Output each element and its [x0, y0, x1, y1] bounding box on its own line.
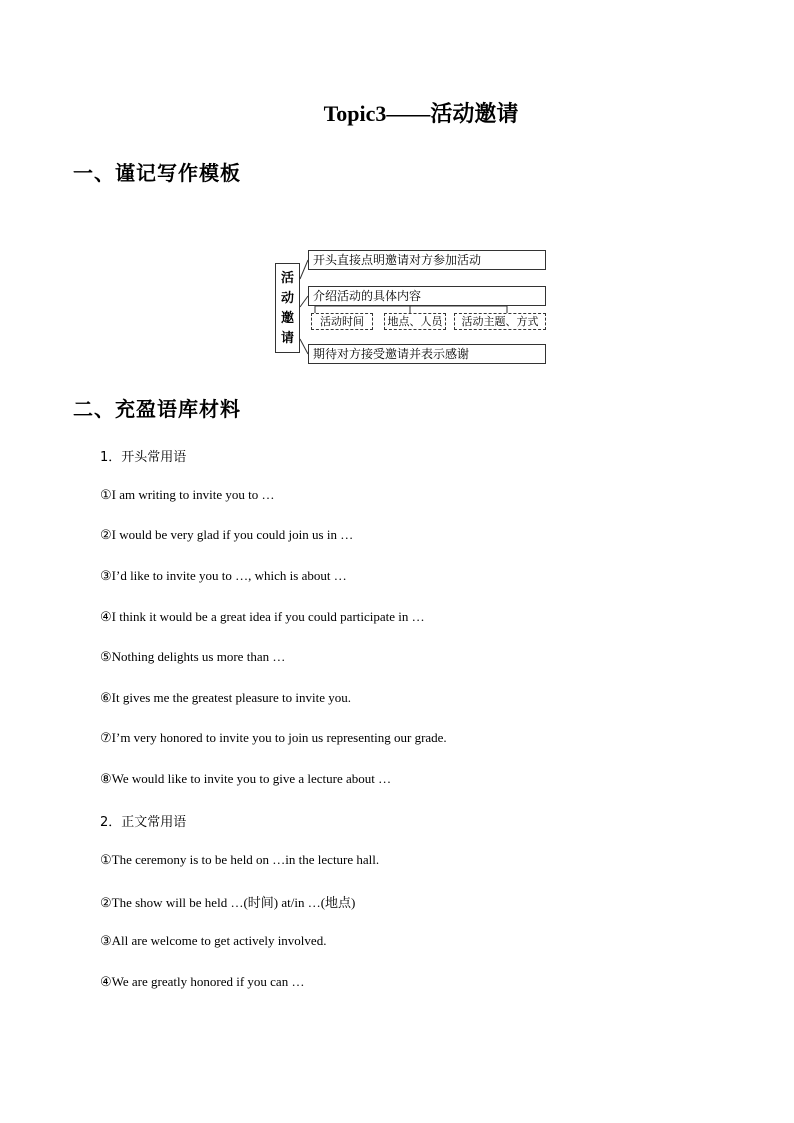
- list-item: ④I think it would be a great idea if you could participate in …: [100, 609, 425, 624]
- list-item: ⑧We would like to invite you to give a lecture about …: [100, 771, 392, 786]
- template-diagram: [275, 249, 550, 367]
- root-char: 邀: [280, 311, 294, 326]
- page-title: Topic3——活动邀请: [323, 101, 519, 126]
- list-item: ③All are welcome to get actively involved.: [100, 933, 327, 948]
- section-heading-materials: 二、充盈语库材料: [73, 397, 241, 421]
- subsection-body-label: 2．正文常用语: [100, 815, 187, 830]
- section-heading-template: 一、谨记写作模板: [73, 161, 241, 185]
- subsection-opening-label: 1．开头常用语: [100, 450, 187, 465]
- detail-place-people: 地点、人员: [384, 313, 446, 330]
- list-item: ⑥It gives me the greatest pleasure to invite you.: [100, 690, 351, 705]
- root-char: 动: [280, 291, 294, 306]
- activity-invitation-root: [275, 263, 300, 353]
- opening-box: 开头直接点明邀请对方参加活动: [308, 250, 546, 270]
- detail-time: 活动时间: [311, 313, 373, 330]
- closing-box: 期待对方接受邀请并表示感谢: [308, 344, 546, 364]
- root-char: 请: [280, 331, 294, 346]
- list-item: ⑤Nothing delights us more than …: [100, 649, 286, 664]
- list-item: ①I am writing to invite you to …: [100, 487, 275, 502]
- list-item: ①The ceremony is to be held on …in the lecture hall.: [100, 852, 380, 867]
- list-item: ②I would be very glad if you could join us in …: [100, 527, 354, 542]
- list-item: ③I’d like to invite you to …, which is about …: [100, 568, 347, 583]
- detail-theme-method: 活动主题、方式: [454, 313, 546, 330]
- list-item: ②The show will be held …(时间) at/in …(地点): [100, 895, 356, 910]
- list-item: ⑦I’m very honored to invite you to join us representing our grade.: [100, 730, 447, 745]
- root-char: 活: [280, 271, 294, 286]
- list-item: ④We are greatly honored if you can …: [100, 974, 305, 989]
- content-box: 介绍活动的具体内容: [308, 286, 546, 306]
